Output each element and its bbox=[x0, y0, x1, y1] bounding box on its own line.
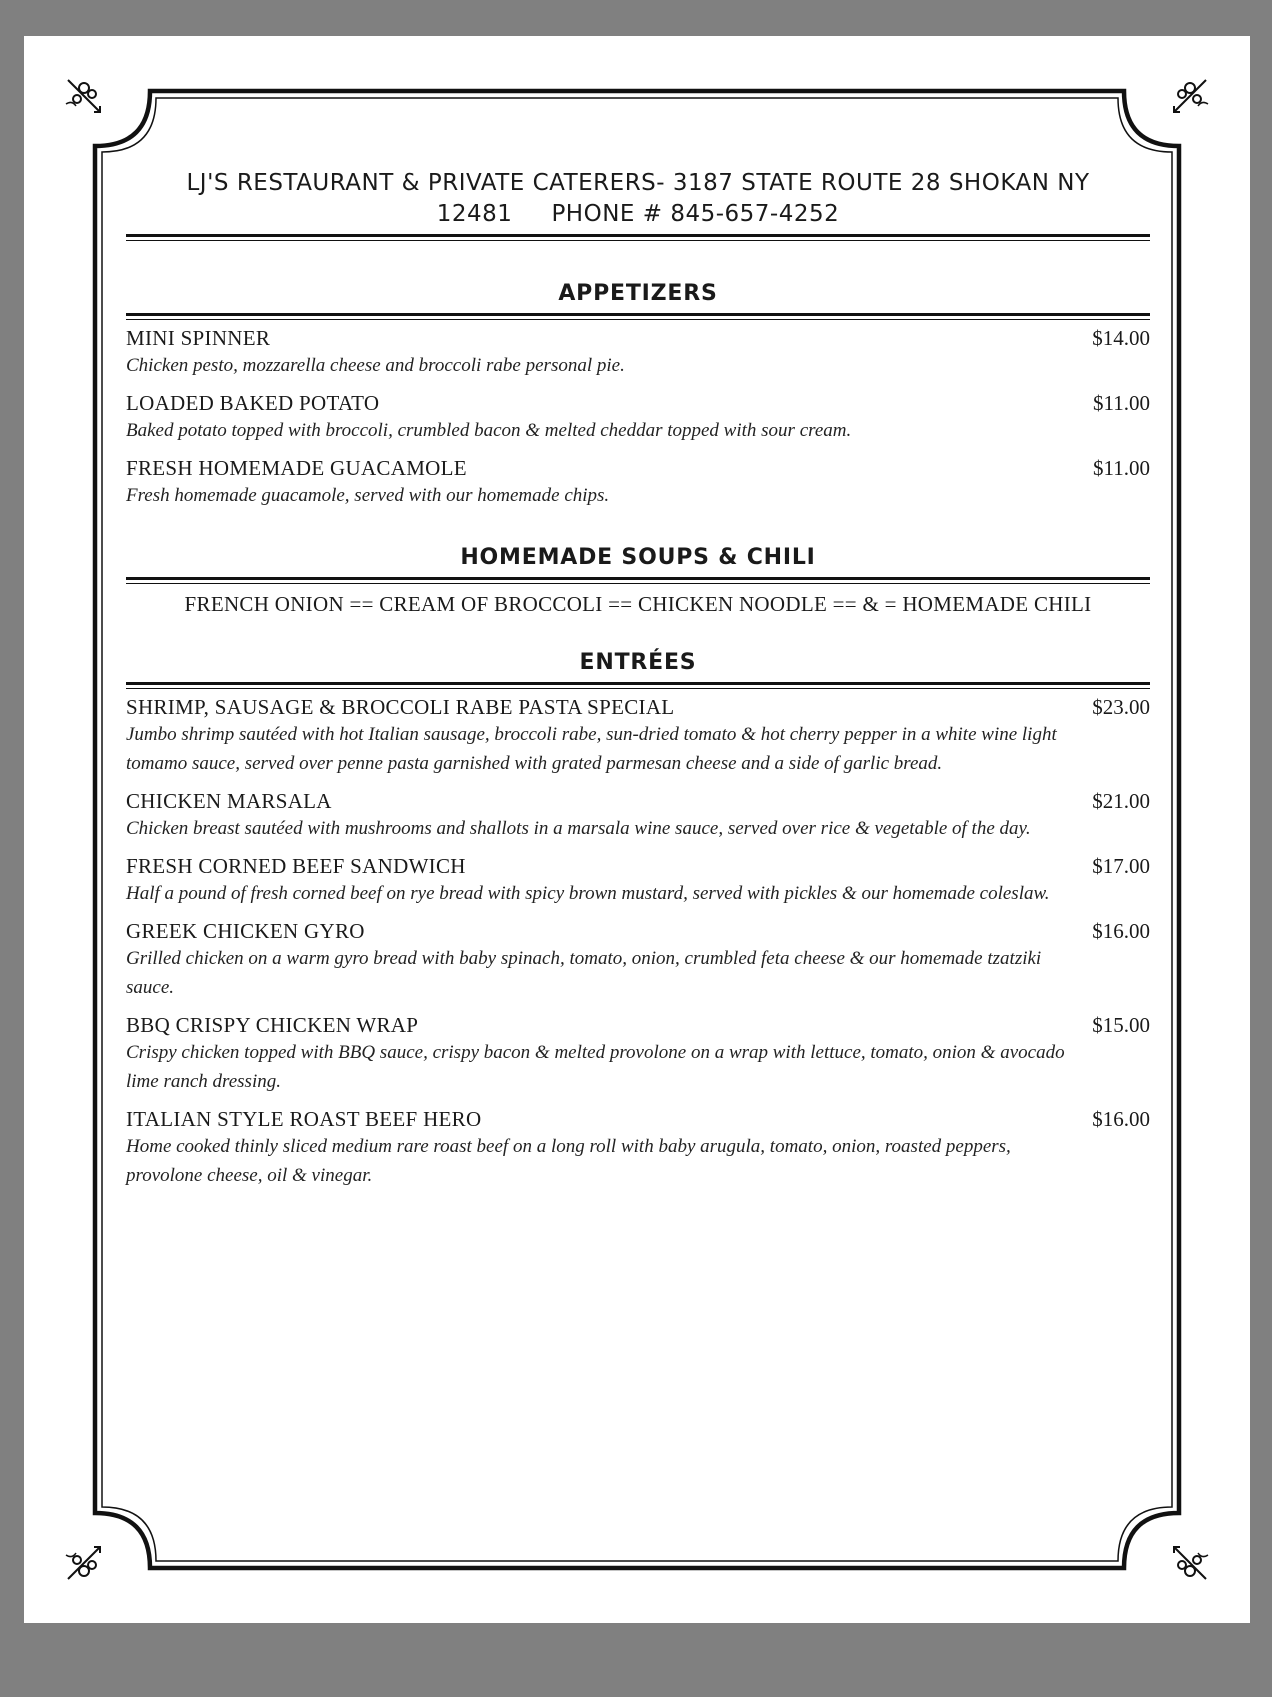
item-name: LOADED BAKED POTATO bbox=[126, 391, 380, 415]
header-divider bbox=[126, 234, 1150, 241]
item-description: Chicken pesto, mozzarella cheese and broccoli rabe personal pie. bbox=[126, 355, 625, 376]
restaurant-address: LJ'S RESTAURANT & PRIVATE CATERERS- 3187 STATE ROUTE 28 SHOKAN NY 12481 bbox=[186, 170, 1090, 227]
item-name: MINI SPINNER bbox=[126, 326, 271, 350]
corner-flourish-top-left-icon bbox=[66, 80, 100, 112]
item-name: BBQ CRISPY CHICKEN WRAP bbox=[126, 1013, 419, 1037]
entrees-divider bbox=[126, 682, 1150, 689]
item-price: $14.00 bbox=[1092, 326, 1150, 350]
item-description: Half a pound of fresh corned beef on rye bread with spicy brown mustard, served with pickles & our homemade coleslaw. bbox=[126, 883, 1050, 904]
item-name: GREEK CHICKEN GYRO bbox=[126, 919, 365, 943]
item-description: Chicken breast sautéed with mushrooms and shallots in a marsala wine sauce, served over rice & vegetable of the day. bbox=[126, 818, 1031, 839]
item-price: $23.00 bbox=[1092, 695, 1150, 719]
item-price: $17.00 bbox=[1092, 854, 1150, 878]
item-price: $16.00 bbox=[1092, 919, 1150, 943]
menu-item bbox=[126, 695, 1150, 778]
menu-item bbox=[126, 1013, 1150, 1096]
section-title-entrees: ENTRÉES bbox=[579, 650, 697, 675]
item-description: Home cooked thinly sliced medium rare roast beef on a long roll with baby arugula, tomato, onion, roasted peppers, provolone cheese, oil & vinegar. bbox=[126, 1136, 1011, 1186]
item-price: $21.00 bbox=[1092, 789, 1150, 813]
soups-divider bbox=[126, 577, 1150, 584]
menu-item bbox=[126, 854, 1150, 908]
item-price: $11.00 bbox=[1093, 391, 1150, 415]
item-price: $15.00 bbox=[1092, 1013, 1150, 1037]
menu-item bbox=[126, 1107, 1150, 1190]
item-price: $11.00 bbox=[1093, 456, 1150, 480]
item-name: FRESH HOMEMADE GUACAMOLE bbox=[126, 456, 467, 480]
section-title-appetizers: APPETIZERS bbox=[558, 281, 718, 306]
item-name: CHICKEN MARSALA bbox=[126, 789, 332, 813]
corner-flourish-bottom-left-icon bbox=[66, 1547, 100, 1579]
menu-item bbox=[126, 326, 1150, 380]
item-description: Jumbo shrimp sautéed with hot Italian sausage, broccoli rabe, sun-dried tomato & hot cherry pepper in a white wine light tomamo sauce, served over penne pasta garnished with grated parmesan cheese and a side of garlic bread. bbox=[126, 724, 1057, 774]
appetizers-divider bbox=[126, 313, 1150, 320]
menu-content bbox=[126, 168, 1150, 1201]
corner-flourish-top-right-icon bbox=[1174, 80, 1208, 112]
item-description: Fresh homemade guacamole, served with our homemade chips. bbox=[126, 485, 610, 506]
item-description: Grilled chicken on a warm gyro bread with baby spinach, tomato, onion, crumbled feta cheese & our homemade tzatziki sauce. bbox=[126, 948, 1042, 998]
item-description: Baked potato topped with broccoli, crumbled bacon & melted cheddar topped with sour cream. bbox=[126, 420, 852, 441]
item-name: FRESH CORNED BEEF SANDWICH bbox=[126, 854, 466, 878]
item-description: Crispy chicken topped with BBQ sauce, crispy bacon & melted provolone on a wrap with lettuce, tomato, onion & avocado lime ranch dressing. bbox=[126, 1042, 1065, 1092]
item-name: ITALIAN STYLE ROAST BEEF HERO bbox=[126, 1107, 482, 1131]
menu-item bbox=[126, 789, 1150, 843]
soups-list: FRENCH ONION == CREAM OF BROCCOLI == CHICKEN NOODLE == & = HOMEMADE CHILI bbox=[184, 592, 1092, 616]
corner-flourish-bottom-right-icon bbox=[1174, 1547, 1208, 1579]
menu-item bbox=[126, 456, 1150, 510]
section-title-soups: HOMEMADE SOUPS & CHILI bbox=[460, 545, 816, 570]
item-name: SHRIMP, SAUSAGE & BROCCOLI RABE PASTA SPECIAL bbox=[126, 695, 675, 719]
menu-item bbox=[126, 391, 1150, 445]
restaurant-header bbox=[126, 168, 1150, 230]
restaurant-phone: PHONE # 845-657-4252 bbox=[551, 201, 840, 227]
item-price: $16.00 bbox=[1092, 1107, 1150, 1131]
menu-item bbox=[126, 919, 1150, 1002]
menu-page bbox=[24, 36, 1250, 1623]
